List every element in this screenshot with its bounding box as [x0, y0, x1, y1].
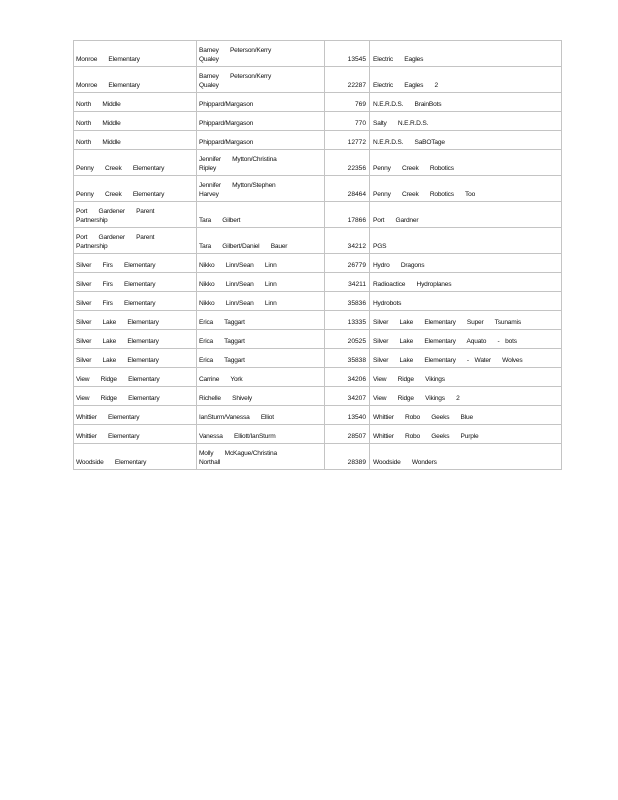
school-cell: Woodside Elementary: [74, 444, 197, 470]
team-number-cell: 770: [325, 112, 370, 131]
table-row: [74, 112, 562, 131]
school-cell: North Middle: [74, 112, 197, 131]
team-number-cell: 28389: [325, 444, 370, 470]
team-name-cell: N.E.R.D.S. BrainBots: [370, 93, 562, 112]
table-row: [74, 368, 562, 387]
team-number-cell: 34207: [325, 387, 370, 406]
table-row: [74, 228, 562, 254]
coach-cell: Molly McKague/Christina Northall: [197, 444, 325, 470]
coach-cell: Jennifer Mytton/Stephen Harvey: [197, 176, 325, 202]
team-roster-sheet: [73, 40, 561, 470]
table-row: [74, 131, 562, 150]
table-row: [74, 292, 562, 311]
table-row: [74, 202, 562, 228]
coach-cell: Phippard/Margason: [197, 131, 325, 150]
team-name-cell: Silver Lake Elementary - Water Wolves: [370, 349, 562, 368]
table-row: [74, 387, 562, 406]
school-cell: Silver Lake Elementary: [74, 330, 197, 349]
coach-cell: Tara Gilbert/Daniel Bauer: [197, 228, 325, 254]
coach-cell: Carrine York: [197, 368, 325, 387]
team-name-cell: Penny Creek Robotics Too: [370, 176, 562, 202]
team-number-cell: 769: [325, 93, 370, 112]
school-cell: Port Gardener Parent Partnership: [74, 202, 197, 228]
team-number-cell: 28464: [325, 176, 370, 202]
coach-cell: Phippard/Margason: [197, 93, 325, 112]
team-name-cell: Whittier Robo Geeks Purple: [370, 425, 562, 444]
team-number-cell: 12772: [325, 131, 370, 150]
team-name-cell: Salty N.E.R.D.S.: [370, 112, 562, 131]
table-row: [74, 67, 562, 93]
coach-cell: IanSturm/Vanessa Elliot: [197, 406, 325, 425]
school-cell: View Ridge Elementary: [74, 368, 197, 387]
team-name-cell: Whittier Robo Geeks Blue: [370, 406, 562, 425]
coach-cell: Jennifer Mytton/Christina Ripley: [197, 150, 325, 176]
coach-cell: Erica Taggart: [197, 311, 325, 330]
team-name-cell: View Ridge Vikings: [370, 368, 562, 387]
team-number-cell: 20525: [325, 330, 370, 349]
team-number-cell: 26779: [325, 254, 370, 273]
coach-cell: Richelle Shively: [197, 387, 325, 406]
table-row: [74, 150, 562, 176]
school-cell: Silver Firs Elementary: [74, 292, 197, 311]
team-name-cell: Radioactice Hydroplanes: [370, 273, 562, 292]
team-name-cell: Electric Eagles: [370, 41, 562, 67]
team-name-cell: PGS: [370, 228, 562, 254]
school-cell: North Middle: [74, 131, 197, 150]
team-name-cell: Woodside Wonders: [370, 444, 562, 470]
coach-cell: Barney Peterson/Kerry Qualey: [197, 67, 325, 93]
school-cell: Penny Creek Elementary: [74, 176, 197, 202]
school-cell: Penny Creek Elementary: [74, 150, 197, 176]
table-row: [74, 41, 562, 67]
school-cell: Silver Firs Elementary: [74, 254, 197, 273]
school-cell: Monroe Elementary: [74, 67, 197, 93]
school-cell: Whittier Elementary: [74, 425, 197, 444]
coach-cell: Nikko Linn/Sean Linn: [197, 273, 325, 292]
coach-cell: Vanessa Elliott/IanSturm: [197, 425, 325, 444]
table-row: [74, 254, 562, 273]
school-cell: North Middle: [74, 93, 197, 112]
table-row: [74, 444, 562, 470]
team-number-cell: 28507: [325, 425, 370, 444]
coach-cell: Phippard/Margason: [197, 112, 325, 131]
team-number-cell: 34206: [325, 368, 370, 387]
school-cell: Silver Firs Elementary: [74, 273, 197, 292]
team-number-cell: 17866: [325, 202, 370, 228]
school-cell: Silver Lake Elementary: [74, 311, 197, 330]
table-row: [74, 311, 562, 330]
table-row: [74, 93, 562, 112]
team-name-cell: Silver Lake Elementary Aquato - bots: [370, 330, 562, 349]
coach-cell: Barney Peterson/Kerry Qualey: [197, 41, 325, 67]
table-row: [74, 273, 562, 292]
team-number-cell: 13540: [325, 406, 370, 425]
table-row: [74, 349, 562, 368]
team-number-cell: 35836: [325, 292, 370, 311]
team-number-cell: 22287: [325, 67, 370, 93]
team-roster-table: [73, 40, 562, 470]
team-number-cell: 35838: [325, 349, 370, 368]
team-number-cell: 13335: [325, 311, 370, 330]
team-name-cell: Port Gardner: [370, 202, 562, 228]
school-cell: Whittier Elementary: [74, 406, 197, 425]
coach-cell: Tara Gilbert: [197, 202, 325, 228]
school-cell: Port Gardener Parent Partnership: [74, 228, 197, 254]
team-name-cell: View Ridge Vikings 2: [370, 387, 562, 406]
team-number-cell: 34212: [325, 228, 370, 254]
school-cell: Monroe Elementary: [74, 41, 197, 67]
team-name-cell: Silver Lake Elementary Super Tsunamis: [370, 311, 562, 330]
school-cell: View Ridge Elementary: [74, 387, 197, 406]
table-row: [74, 425, 562, 444]
team-name-cell: Penny Creek Robotics: [370, 150, 562, 176]
team-name-cell: N.E.R.D.S. SaBOTage: [370, 131, 562, 150]
table-row: [74, 176, 562, 202]
coach-cell: Nikko Linn/Sean Linn: [197, 292, 325, 311]
team-number-cell: 22356: [325, 150, 370, 176]
table-row: [74, 330, 562, 349]
coach-cell: Erica Taggart: [197, 330, 325, 349]
coach-cell: Erica Taggart: [197, 349, 325, 368]
coach-cell: Nikko Linn/Sean Linn: [197, 254, 325, 273]
team-number-cell: 34211: [325, 273, 370, 292]
school-cell: Silver Lake Elementary: [74, 349, 197, 368]
table-row: [74, 406, 562, 425]
team-name-cell: Electric Eagles 2: [370, 67, 562, 93]
team-name-cell: Hydrobots: [370, 292, 562, 311]
team-number-cell: 13545: [325, 41, 370, 67]
team-name-cell: Hydro Dragons: [370, 254, 562, 273]
